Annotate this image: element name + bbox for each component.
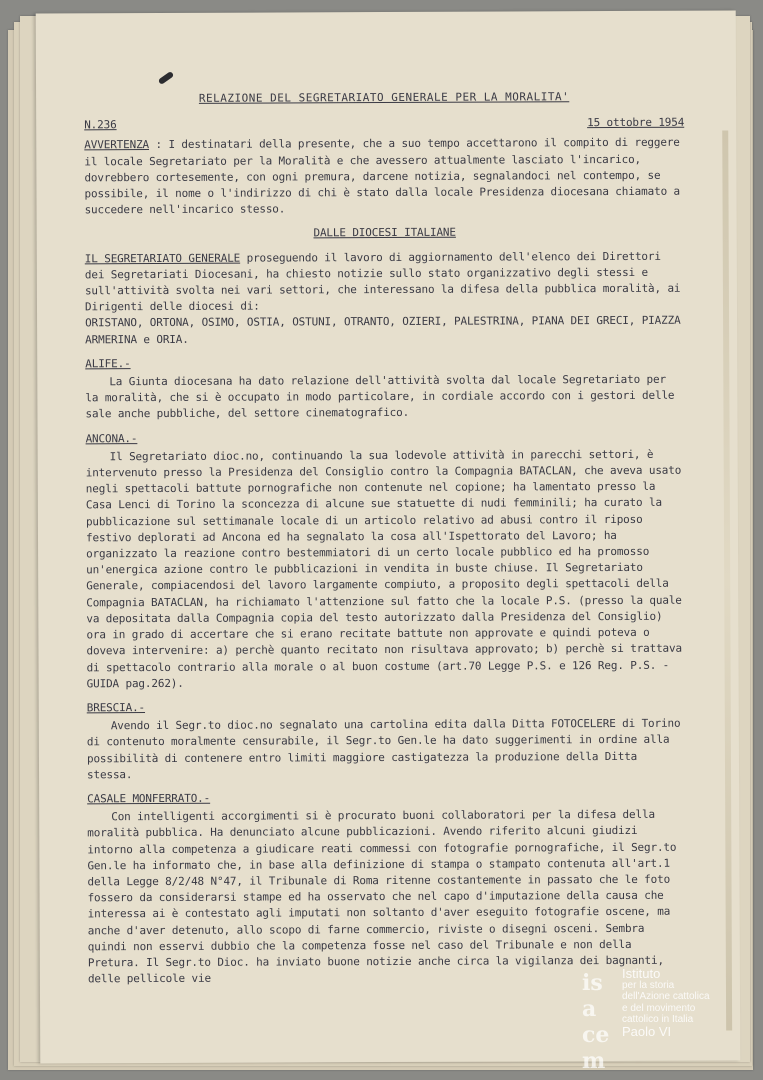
avvertenza-label: AVVERTENZA [84,138,150,152]
document-page [36,10,741,1063]
page-edge [722,131,732,1031]
isacem-watermark-logo [580,968,710,1072]
intro-text: proseguendo il lavoro di aggiornamento dell'elenco dei Direttori dei Segretariati Diocesani, ha chiesto notizie sullo stato organizzativo degli stessi e sull'attività svolta nei vari settori, che interessano la difesa della pubblica moralità, ai Dirigenti delle diocesi di: [84,249,687,314]
entry-title: BRESCIA.- [86,700,146,715]
entry-title: ANCONA.- [85,431,138,445]
document-date: 15 ottobre 1954 [587,115,685,130]
logo-line: per la storia [622,979,675,991]
section-title: DALLE DIOCESI ITALIANE [313,226,456,240]
entry-title: ALIFE.- [85,356,131,371]
logo-line: e del movimento [622,1002,696,1014]
document-body [84,89,688,996]
logo-line: cattolico in Italia [622,1014,694,1025]
isacem-logo-text [622,968,722,1037]
document-number: N.236 [84,118,117,132]
svg-text:m: m [582,1048,606,1072]
entry-text: Il Segretariato dioc.no, continuando la sua lodevole attività in parecchi settori, è intervenuto presso la Presidenza del Consiglio contro la Compagnia BATACLAN, che aveva usato negli spettacoli battute pornografiche non contenute nel copione; ha lamentato presso la Casa Lenci di Torino la sconcezza di alcune sue statuette di nudi femminili; ha curato la pubblicazione sul settimanale locale di un articolo relativo ad abusi contro il riposo festivo deplorati ad Ancona ed ha segnalato la cosa all'Ispettorato del Lavoro; ha organizzato la reazione contro bestemmiatori di un certo locale pubblico ed ha promosso un'energica azione contro le pubblicazioni in vendita in buste chiuse. Il Segretariato Generale, compiacendosi del lavoro largamente compiuto, a proposito degli spettacoli della Compagnia BATACLAN, ha richiamato l'attenzione sul fatto che la locale P.S. (presso la quale va depositata dalla Compagnia copia del testo autorizzato dalla Presidenza del Consiglio) ora in grado di accertare che si erano recitate battute non approvate e quindi poteva o doveva intervenire: a) perchè quanto recitato non risultava approvato; b) perchè si trattava di spettacolo contrario alla morale o al buon costume (art.70 Legge P.S. e 126 Reg. P.S. - GUIDA pag.262). [85,447,689,691]
svg-text:is: is [582,970,603,996]
intro-label: IL SEGRETARIATO GENERALE [84,251,241,265]
logo-line: dell'Azione cattolica [622,991,710,1002]
svg-text:ce: ce [582,1022,610,1048]
entry-text: La Giunta diocesana ha dato relazione dell'attività svolta dal locale Segretariato per la moralità, che si è occupato in modo particolare, in cordiale accordo con i gestori delle sale anche pubbliche, del settore cinematografico. [85,372,681,421]
intro-dioceses: ORISTANO, ORTONA, OSIMO, OSTIA, OSTUNI, OTRANTO, OZIERI, PALESTRINA, PIANA DEI GRECI, PIAZZA ARMERINA e ORIA. [85,314,688,346]
logo-line: Paolo VI [622,1023,672,1039]
logo-line: Istituto [622,966,661,981]
ink-mark [158,71,175,85]
svg-text:a: a [582,996,597,1022]
avvertenza-text: : I destinatari della presente, che a suo tempo accettarono il compito di reggere il locale Segretariato per la Moralità e che avessero attualmente lasciato l'incarico, dovrebbero cortesemente, con ogni premura, darcene notizia, segnalandoci nel contempo, se possibile, il nome o l'indirizzo di chi è stato dalla locale Presidenza diocesana chiamato a succedere nell'incarico stesso. [84,136,687,217]
entry-title: CASALE MONFERRATO.- [87,791,211,806]
entry-text: Con intelligenti accorgimenti si è procurato buoni collaboratori per la difesa della moralità pubblica. Ha denunciato alcune pubblicazioni. Avendo riferito alcuni giudizi intorno alla competenza a giudicare reati commessi con fotografie pornografiche, il Segr.to Gen.le ha informato che, in base alla definizione di stampa o stampato contenuta all'art.1 della Legge 8/2/48 N°47, il Tribunale di Roma ritenne costantemente in passato che le foto fossero da considerarsi stampe ed ha osservato che nel capo d'imputazione della causa che interessa ai è contestato agli imputati non soltanto d'aver eseguito fotografie oscene, ma anche d'aver detenuto, allo scopo di farne commercio, riviste o disegni osceni. Sembra quindi non esservi dubbio che la competenza fosse nel caso del Tribunale e non della Pretura. Il Segr.to Dioc. ha inviato buone notizie anche circa la vigilanza dei bagnanti, delle pellicole vie [87,807,683,986]
intro-paragraph [84,248,688,348]
entry-text: Avendo il Segr.to dioc.no segnalato una cartolina edita dalla Ditta FOTOCELERE di Torino di contenuto moralmente censurabile, il Segr.to Gen.le ha dato suggerimenti in ordine alla possibilità di contenere entro limiti maggiore castigatezza la produzione della Ditta stessa. [86,716,687,782]
isacem-logo-mark [580,968,620,1072]
isacem-logo-glyphs [580,968,620,1072]
avvertenza-paragraph [84,135,687,219]
header-row [84,115,684,134]
document-title: RELAZIONE DEL SEGRETARIATO GENERALE PER LA MORALITA' [198,90,570,105]
